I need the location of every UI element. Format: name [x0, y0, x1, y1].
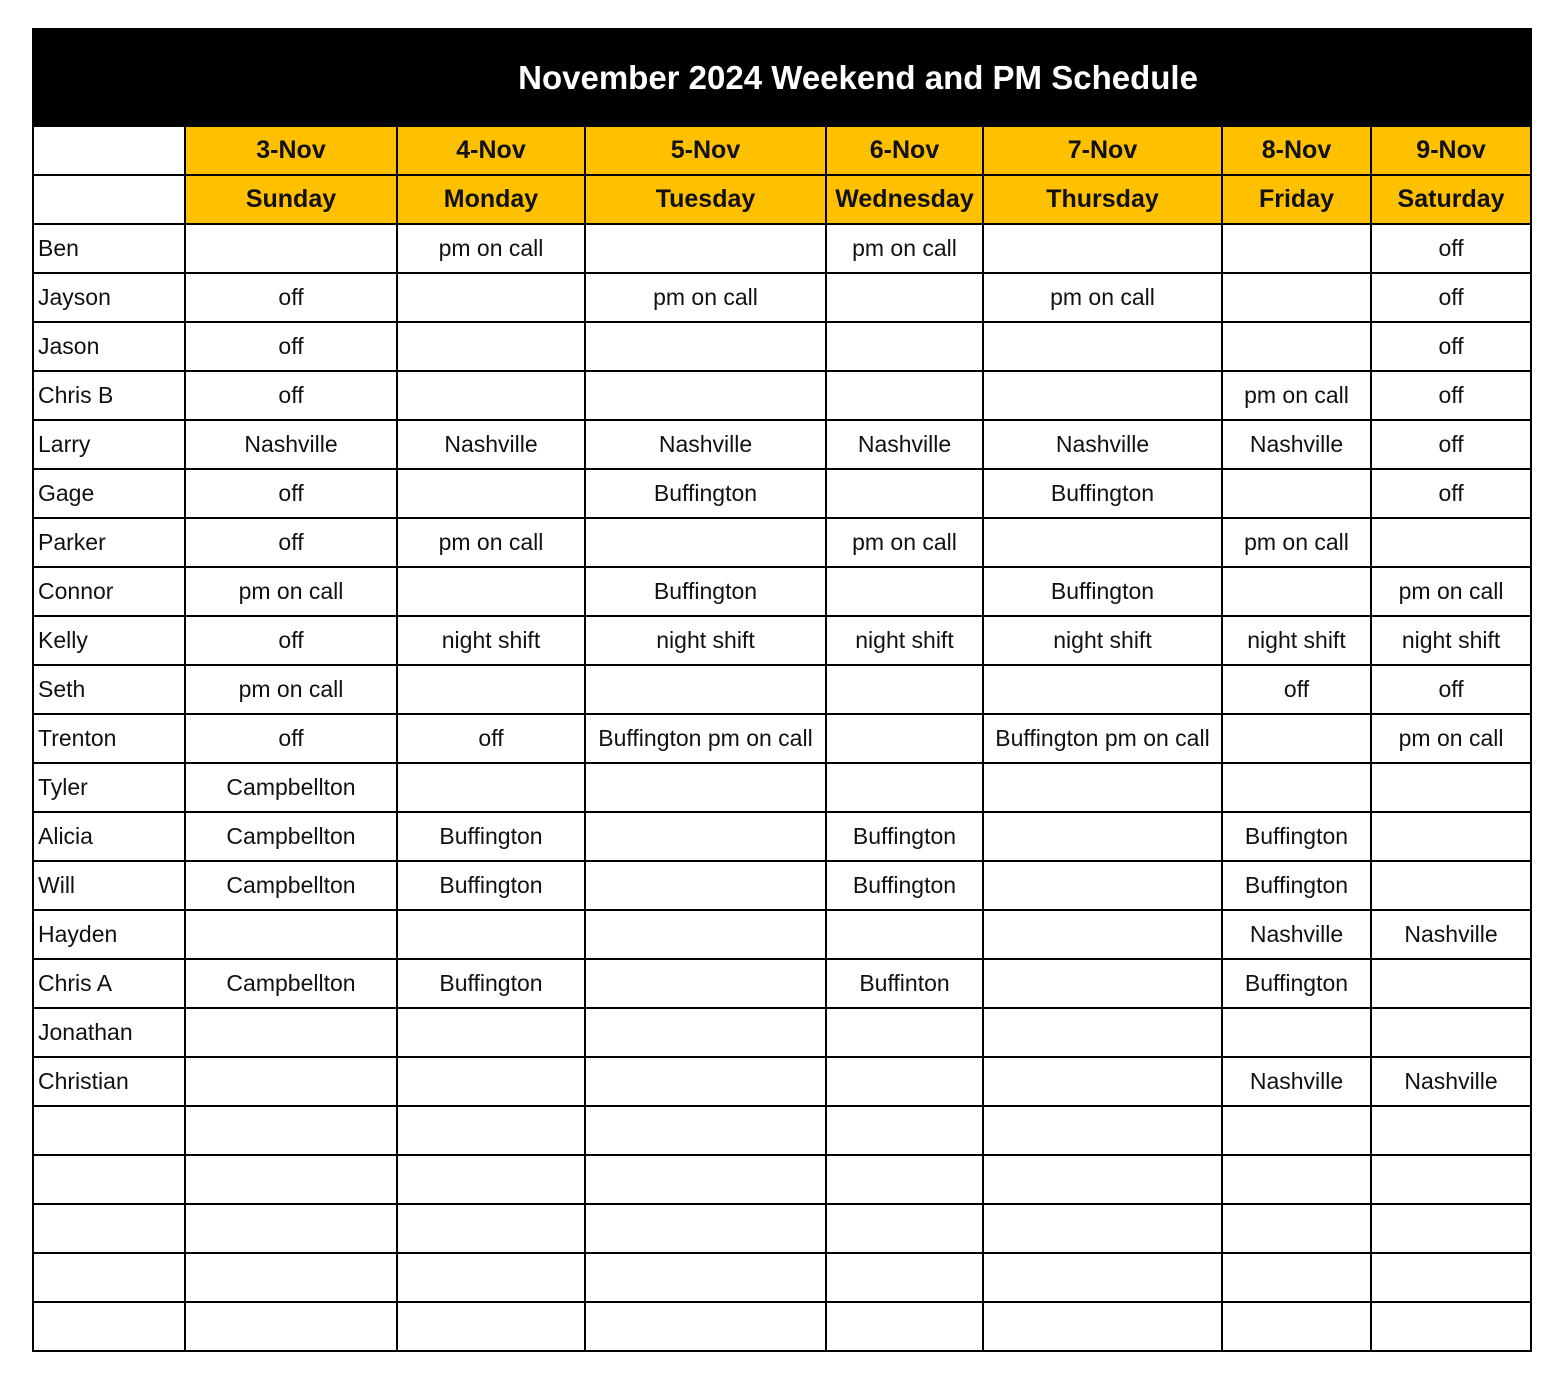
table-row: [33, 469, 1531, 518]
schedule-cell: Buffington pm on call: [585, 714, 826, 763]
schedule-cell: [397, 567, 585, 616]
employee-name: Jason: [33, 322, 185, 371]
date-header: 5-Nov: [585, 126, 826, 175]
schedule-cell: Buffington: [983, 567, 1222, 616]
table-row: [33, 420, 1531, 469]
schedule-cell: [1222, 224, 1371, 273]
schedule-cell: [585, 371, 826, 420]
schedule-cell: [1222, 714, 1371, 763]
schedule-cell: pm on call: [1222, 371, 1371, 420]
weekday-header: Wednesday: [826, 175, 983, 224]
table-row: [33, 1204, 1531, 1253]
schedule-cell: [585, 1155, 826, 1204]
table-row: [33, 1155, 1531, 1204]
date-header: 7-Nov: [983, 126, 1222, 175]
schedule-cell: [826, 714, 983, 763]
schedule-cell: [585, 322, 826, 371]
schedule-cell: Nashville: [585, 420, 826, 469]
table-row: [33, 861, 1531, 910]
schedule-cell: off: [1371, 469, 1531, 518]
employee-name: Will: [33, 861, 185, 910]
schedule-cell: off: [1371, 420, 1531, 469]
schedule-cell: [1371, 763, 1531, 812]
schedule-cell: [1371, 1302, 1531, 1351]
schedule-cell: pm on call: [1371, 714, 1531, 763]
schedule-cell: pm on call: [397, 224, 585, 273]
schedule-cell: Campbellton: [185, 861, 397, 910]
schedule-cell: Nashville: [826, 420, 983, 469]
date-header-row: [33, 126, 1531, 175]
schedule-cell: [983, 910, 1222, 959]
schedule-cell: [983, 224, 1222, 273]
employee-name: Chris B: [33, 371, 185, 420]
schedule-cell: [1222, 469, 1371, 518]
schedule-cell: [397, 1008, 585, 1057]
schedule-sheet: [32, 28, 1530, 1352]
weekday-header: Saturday: [1371, 175, 1531, 224]
schedule-cell: [397, 1057, 585, 1106]
schedule-cell: [185, 910, 397, 959]
table-row: [33, 959, 1531, 1008]
table-row: [33, 1008, 1531, 1057]
date-header: 6-Nov: [826, 126, 983, 175]
schedule-cell: Nashville: [185, 420, 397, 469]
schedule-cell: [397, 1204, 585, 1253]
schedule-cell: [826, 371, 983, 420]
schedule-cell: off: [1371, 224, 1531, 273]
date-header: 9-Nov: [1371, 126, 1531, 175]
schedule-cell: Campbellton: [185, 812, 397, 861]
table-row: [33, 714, 1531, 763]
schedule-cell: [1222, 763, 1371, 812]
schedule-cell: [397, 665, 585, 714]
schedule-cell: [1222, 322, 1371, 371]
schedule-cell: [185, 1204, 397, 1253]
table-row: [33, 322, 1531, 371]
schedule-cell: [1371, 1008, 1531, 1057]
schedule-cell: [185, 1106, 397, 1155]
schedule-cell: Buffington: [1222, 959, 1371, 1008]
schedule-cell: Buffington: [1222, 861, 1371, 910]
schedule-cell: [1222, 567, 1371, 616]
table-row: [33, 567, 1531, 616]
table-row: [33, 616, 1531, 665]
schedule-cell: [585, 518, 826, 567]
schedule-cell: off: [1371, 371, 1531, 420]
schedule-cell: [826, 1057, 983, 1106]
schedule-cell: [1371, 959, 1531, 1008]
schedule-cell: [983, 1302, 1222, 1351]
schedule-title: November 2024 Weekend and PM Schedule: [185, 29, 1531, 126]
weekday-header: Friday: [1222, 175, 1371, 224]
schedule-cell: Nashville: [1371, 910, 1531, 959]
date-corner-cell: [33, 126, 185, 175]
schedule-cell: [185, 224, 397, 273]
table-row: [33, 1253, 1531, 1302]
schedule-cell: [983, 1155, 1222, 1204]
schedule-cell: Campbellton: [185, 763, 397, 812]
schedule-cell: [983, 959, 1222, 1008]
schedule-cell: Buffington: [983, 469, 1222, 518]
employee-name: Hayden: [33, 910, 185, 959]
employee-name: [33, 1253, 185, 1302]
schedule-cell: night shift: [1222, 616, 1371, 665]
schedule-cell: [397, 1106, 585, 1155]
schedule-cell: pm on call: [397, 518, 585, 567]
schedule-cell: [185, 1155, 397, 1204]
schedule-cell: night shift: [585, 616, 826, 665]
schedule-cell: [585, 959, 826, 1008]
schedule-cell: Buffington: [397, 959, 585, 1008]
schedule-cell: [983, 1106, 1222, 1155]
schedule-cell: Buffinton: [826, 959, 983, 1008]
schedule-cell: [826, 1155, 983, 1204]
schedule-cell: [1371, 1106, 1531, 1155]
schedule-cell: [397, 469, 585, 518]
employee-name: Ben: [33, 224, 185, 273]
schedule-cell: [397, 1253, 585, 1302]
schedule-cell: Buffington: [826, 812, 983, 861]
schedule-cell: [585, 1302, 826, 1351]
schedule-cell: [983, 1057, 1222, 1106]
schedule-cell: Nashville: [397, 420, 585, 469]
schedule-cell: pm on call: [585, 273, 826, 322]
schedule-table: [32, 28, 1532, 1352]
table-row: [33, 371, 1531, 420]
employee-name: Trenton: [33, 714, 185, 763]
schedule-cell: [826, 910, 983, 959]
schedule-cell: [983, 665, 1222, 714]
schedule-cell: [397, 1155, 585, 1204]
schedule-cell: [185, 1008, 397, 1057]
schedule-cell: [826, 763, 983, 812]
weekday-header: Tuesday: [585, 175, 826, 224]
schedule-cell: pm on call: [185, 567, 397, 616]
table-row: [33, 1302, 1531, 1351]
schedule-cell: pm on call: [1371, 567, 1531, 616]
schedule-cell: [826, 1302, 983, 1351]
schedule-cell: [397, 371, 585, 420]
schedule-cell: Buffington: [826, 861, 983, 910]
schedule-cell: night shift: [983, 616, 1222, 665]
table-row: [33, 273, 1531, 322]
title-row: [33, 29, 1531, 126]
employee-name: [33, 1302, 185, 1351]
schedule-cell: off: [185, 322, 397, 371]
schedule-cell: [185, 1302, 397, 1351]
weekday-header: Monday: [397, 175, 585, 224]
schedule-cell: [1371, 1155, 1531, 1204]
schedule-cell: Buffington: [1222, 812, 1371, 861]
schedule-cell: [983, 812, 1222, 861]
schedule-cell: [826, 1106, 983, 1155]
schedule-cell: [585, 224, 826, 273]
schedule-cell: [826, 1008, 983, 1057]
schedule-cell: pm on call: [1222, 518, 1371, 567]
schedule-cell: Nashville: [1222, 910, 1371, 959]
schedule-cell: Buffington pm on call: [983, 714, 1222, 763]
schedule-cell: [826, 322, 983, 371]
table-row: [33, 1106, 1531, 1155]
schedule-cell: [585, 763, 826, 812]
schedule-cell: [397, 273, 585, 322]
table-row: [33, 910, 1531, 959]
schedule-cell: off: [1371, 665, 1531, 714]
schedule-cell: [826, 567, 983, 616]
employee-name: Alicia: [33, 812, 185, 861]
schedule-cell: Nashville: [1222, 1057, 1371, 1106]
schedule-cell: [585, 1106, 826, 1155]
employee-name: Connor: [33, 567, 185, 616]
table-row: [33, 812, 1531, 861]
employee-name: [33, 1204, 185, 1253]
schedule-cell: pm on call: [826, 518, 983, 567]
table-row: [33, 665, 1531, 714]
employee-name: Chris A: [33, 959, 185, 1008]
weekday-header: Sunday: [185, 175, 397, 224]
schedule-cell: [983, 1008, 1222, 1057]
schedule-cell: [397, 1302, 585, 1351]
schedule-cell: Buffington: [585, 469, 826, 518]
schedule-cell: off: [185, 371, 397, 420]
employee-name: Jayson: [33, 273, 185, 322]
schedule-cell: [585, 812, 826, 861]
schedule-cell: [1222, 1155, 1371, 1204]
schedule-cell: [983, 763, 1222, 812]
schedule-cell: [826, 469, 983, 518]
schedule-cell: [585, 1204, 826, 1253]
schedule-cell: [983, 322, 1222, 371]
schedule-cell: night shift: [826, 616, 983, 665]
schedule-cell: [826, 273, 983, 322]
weekday-header: Thursday: [983, 175, 1222, 224]
table-row: [33, 763, 1531, 812]
schedule-cell: off: [1222, 665, 1371, 714]
schedule-cell: [585, 861, 826, 910]
schedule-cell: pm on call: [826, 224, 983, 273]
employee-name: Christian: [33, 1057, 185, 1106]
schedule-cell: [585, 1253, 826, 1302]
schedule-cell: [1222, 273, 1371, 322]
schedule-cell: [1371, 861, 1531, 910]
schedule-cell: off: [185, 273, 397, 322]
schedule-cell: Nashville: [1222, 420, 1371, 469]
schedule-cell: [185, 1057, 397, 1106]
schedule-cell: [826, 1253, 983, 1302]
table-row: [33, 224, 1531, 273]
schedule-cell: [1222, 1106, 1371, 1155]
schedule-cell: off: [185, 714, 397, 763]
schedule-cell: [585, 1008, 826, 1057]
schedule-cell: [983, 1204, 1222, 1253]
schedule-cell: Buffington: [397, 861, 585, 910]
schedule-cell: [585, 910, 826, 959]
schedule-cell: [1222, 1253, 1371, 1302]
schedule-cell: [397, 910, 585, 959]
employee-name: Larry: [33, 420, 185, 469]
schedule-cell: [983, 518, 1222, 567]
schedule-cell: pm on call: [983, 273, 1222, 322]
date-header: 8-Nov: [1222, 126, 1371, 175]
employee-name: Jonathan: [33, 1008, 185, 1057]
employee-name: [33, 1155, 185, 1204]
schedule-cell: [983, 1253, 1222, 1302]
schedule-cell: Nashville: [1371, 1057, 1531, 1106]
schedule-cell: [185, 1253, 397, 1302]
weekday-corner-cell: [33, 175, 185, 224]
schedule-cell: [1371, 1253, 1531, 1302]
employee-name: Kelly: [33, 616, 185, 665]
title-corner-cell: [33, 29, 185, 126]
schedule-cell: [397, 322, 585, 371]
schedule-cell: [826, 1204, 983, 1253]
employee-name: Seth: [33, 665, 185, 714]
schedule-cell: [397, 763, 585, 812]
schedule-cell: off: [1371, 273, 1531, 322]
schedule-cell: off: [185, 469, 397, 518]
schedule-cell: [585, 665, 826, 714]
schedule-cell: [826, 665, 983, 714]
date-header: 3-Nov: [185, 126, 397, 175]
schedule-cell: [585, 1057, 826, 1106]
schedule-cell: [1371, 812, 1531, 861]
schedule-cell: Buffington: [585, 567, 826, 616]
schedule-cell: [983, 861, 1222, 910]
schedule-cell: [1371, 1204, 1531, 1253]
schedule-cell: Buffington: [397, 812, 585, 861]
schedule-cell: off: [185, 616, 397, 665]
table-row: [33, 1057, 1531, 1106]
schedule-cell: Campbellton: [185, 959, 397, 1008]
date-header: 4-Nov: [397, 126, 585, 175]
schedule-cell: off: [397, 714, 585, 763]
schedule-cell: [1371, 518, 1531, 567]
table-row: [33, 518, 1531, 567]
schedule-cell: [1222, 1302, 1371, 1351]
schedule-cell: [1222, 1008, 1371, 1057]
schedule-cell: night shift: [397, 616, 585, 665]
schedule-cell: pm on call: [185, 665, 397, 714]
employee-name: Gage: [33, 469, 185, 518]
schedule-cell: [1222, 1204, 1371, 1253]
employee-name: [33, 1106, 185, 1155]
employee-name: Tyler: [33, 763, 185, 812]
schedule-cell: off: [185, 518, 397, 567]
weekday-header-row: [33, 175, 1531, 224]
schedule-cell: Nashville: [983, 420, 1222, 469]
schedule-cell: night shift: [1371, 616, 1531, 665]
schedule-cell: off: [1371, 322, 1531, 371]
schedule-cell: [983, 371, 1222, 420]
employee-name: Parker: [33, 518, 185, 567]
